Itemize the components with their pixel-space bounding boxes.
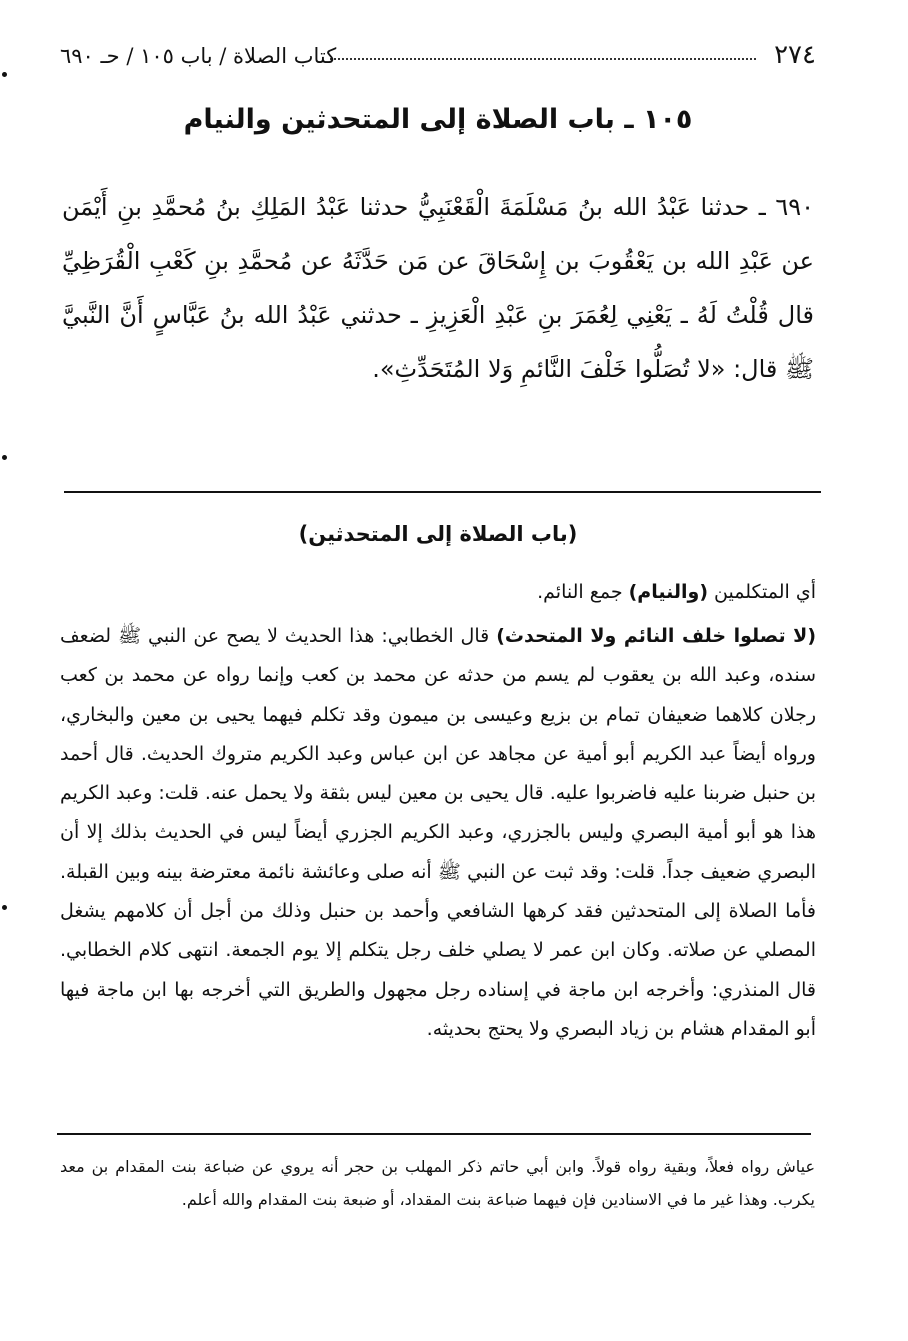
scan-margin-mark bbox=[2, 72, 7, 77]
chapter-bab-word: باب bbox=[567, 104, 615, 135]
commentary-heading: (باب الصلاة إلى المتحدثين) bbox=[298, 522, 578, 546]
p1-text-end: جمع النائم. bbox=[537, 581, 629, 603]
scan-margin-mark bbox=[2, 455, 7, 460]
commentary-paragraph-2 bbox=[60, 617, 816, 1049]
chapter-title bbox=[60, 104, 816, 135]
p2-bold-quote: (لا تصلوا خلف النائم ولا المتحدث) bbox=[496, 625, 816, 647]
scan-margin-mark bbox=[2, 905, 7, 910]
running-header bbox=[60, 40, 816, 80]
footnote-text: عياش رواه فعلاً، وبقية رواه قولاً. وابن أبي حاتم ذكر المهلب بن حجر أنه يروي عن ضباعة بنت المقدام بن معد يكرب. وهذا غير ما في الاسنادين فإن فيهما ضباعة بنت المقداد، أو ضبعة بنت المقدام والله أعلم. bbox=[60, 1157, 815, 1209]
footnote-divider bbox=[57, 1133, 811, 1135]
page-number: ٢٧٤ bbox=[774, 40, 816, 70]
chapter-number: ١٠٥ ـ bbox=[624, 104, 693, 135]
p1-text-start: أي المتكلمين bbox=[708, 581, 816, 603]
commentary-paragraph-1 bbox=[60, 574, 816, 610]
p2-text: قال الخطابي: هذا الحديث لا يصح عن النبي ﷺ لضعف سنده، وعبد الله بن يعقوب لم يسم من حدثه عن محمد بن كعب وإنما رواه عن محمد بن كعب رجلان كلاهما ضعيفان تمام بن بزيع وعيسى بن ميمون وقد تكلم فيهما يحيى بن معين والبخاري، ورواه أيضاً عبد الكريم أبو أمية عن مجاهد عن ابن عباس وعبد الكريم متروك الحديث. قال أحمد بن حنبل ضربنا عليه فاضربوا عليه. قال يحيى بن معين ليس بثقة ولا يحمل عنه. قلت: وعبد الكريم هذا هو أبو أمية البصري وليس بالجزري، وعبد الكريم الجزري أيضاً ليس في الحديث بذلك إلا أن البصري ضعيف جداً. قلت: وقد ثبت عن النبي ﷺ أنه صلى وعائشة نائمة معترضة بينه وبين القبلة. فأما الصلاة إلى المتحدثين فقد كرهها الشافعي وأحمد بن حنبل وذلك من أجل أن كلامهم يشغل المصلي عن صلاته. وكان ابن عمر لا يصلي خلف رجل يتكلم إلا يوم الجمعة. انتهى كلام الخطابي. قال المنذري: وأخرجه ابن ماجة في إسناده رجل مجهول والطريق التي أخرجه بها ابن ماجة فيها أبو المقدام هشام بن زياد البصري ولا يحتج بحديثه. bbox=[60, 625, 816, 1040]
chapter-title-text: الصلاة إلى المتحدثين والنيام bbox=[183, 104, 559, 135]
header-dot-leader bbox=[330, 58, 756, 60]
hadith-text: ٦٩٠ ـ حدثنا عَبْدُ الله بنُ مَسْلَمَةَ الْقَعْنَبِيُّ حدثنا عَبْدُ المَلِكِ بنُ مُحمَّدِ بنِ أَيْمَن عن عَبْدِ الله بن يَعْقُوبَ بن إِسْحَاقَ عن مَن حَدَّثَهُ عن مُحمَّدِ بنِ كَعْبِ الْقُرَظِيِّ قال قُلْتُ لَهُ ـ يَعْنِي لِعُمَرَ بنِ عَبْدِ الْعَزِيزِ ـ حدثني عَبْدُ الله بنُ عَبَّاسٍ أَنَّ النَّبيَّ ﷺ قال: «لا تُصَلُّوا خَلْفَ النَّائمِ وَلا المُتَحَدِّثِ». bbox=[62, 193, 814, 383]
p1-bold-term: (والنيام) bbox=[628, 581, 709, 603]
running-title: كتاب الصلاة / باب ١٠٥ / حـ ٦٩٠ bbox=[60, 44, 337, 68]
section-divider bbox=[64, 491, 821, 493]
